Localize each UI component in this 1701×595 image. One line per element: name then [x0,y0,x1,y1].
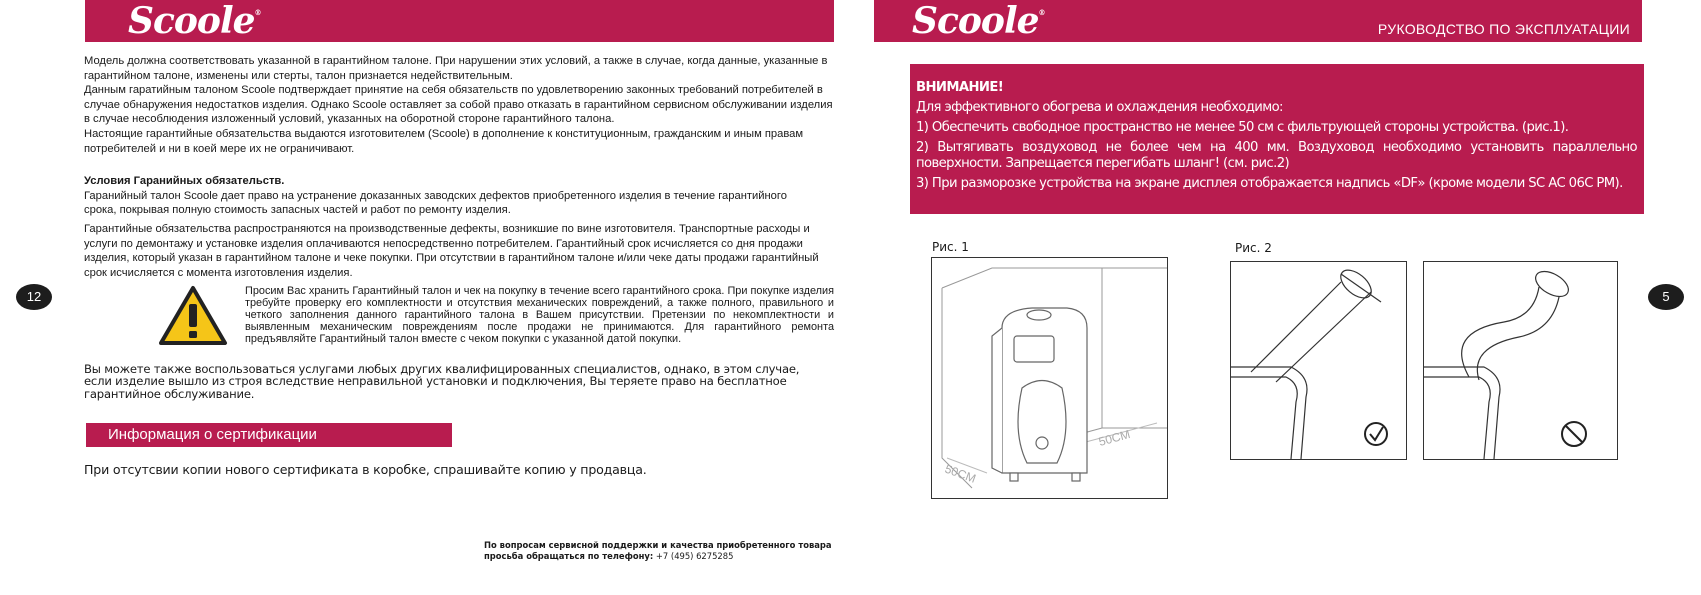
left-intro-text [84,54,836,156]
figure-2-correct [1230,261,1407,460]
fig1-dim-left: 50CM [942,461,978,486]
intro-paragraph-1: Модель должна соответствовать указанной в гарантийном талоне. При нарушении этих условий, а также в случае, когда данные, указанные в гарантийном талоне, изменены или стерты, талон признается недействительным. [84,55,828,82]
intro-paragraph-3: Настоящие гарантийные обязательства выдаются изготовителем (Scoole) в дополнение к конституционным, гражданским и иным правам потребителей и ни в коей мере их не ограничивают. [84,127,804,155]
warning-item-3: 3) При разморозке устройства на экране дисплея отображается надпись «DF» (кроме модели SC AC 06C PM). [916,176,1623,191]
left-logo-mark: ® [254,8,261,17]
ac-unit-room-illustration [932,258,1167,498]
notice-block [245,285,834,345]
conditions-text: Гаранийный талон Scoole дает право на устранение доказанных заводских дефектов приобретенного изделия в течение гарантийного срока, покрывая полную стоимость запасных частей и работ по ремонту изделия. [84,189,787,217]
cert-header: Информация о сертификации [86,423,452,447]
footer-line-1: По вопросам сервисной поддержки и качества приобретенного товара [484,540,832,550]
figure-2-incorrect [1423,261,1618,460]
warning-item-2: 2) Вытягивать воздуховод не более чем на 400 мм. Воздуховод необходимо установить параллельно поверхности. Запрещается перегибать шланг! (см. рис.2) [916,140,1637,171]
conditions-title: Условия Гаранийных обязательств. [84,175,285,187]
fig1-label: Рис. 1 [932,240,969,254]
warning-box [910,64,1644,214]
notice-text: Просим Вас хранить Гарантийный талон и чек на покупку в течение всего гарантийного срока. При покупке изделия требуйте проверку его комплектности и отсутствия механических повреждений, а также полного, правильного и четкого заполнения данного гарантийного талона в Вашем присутствии. Претензии по некомплектности и выявленным механическим повреждениям после продажи не принимаются. Для гарантийного ремонта предъявляйте Гарантийный талон вместе с чеком покупки с указанной датой покупки. [245,285,834,345]
fig1-dim-right: 50CM [1097,427,1132,449]
right-logo [912,0,1045,42]
conditions-block [84,174,814,218]
service-block [84,363,814,400]
manual-title: РУКОВОДСТВО ПО ЭКСПЛУАТАЦИИ [1377,21,1630,37]
warning-title: ВНИМАНИЕ! [916,80,1004,95]
service-text: Вы можете также воспользоваться услугами любых других квалифицированных специалистов, однако, в этом случае, если изделие вышло из строя вследствие неправильной установки и подключения, Вы теряете право на бесплатное гарантийное обслуживание. [84,362,800,401]
right-logo-mark: ® [1038,8,1045,17]
check-circle-icon [1365,423,1387,445]
intro-paragraph-2: Данным гаратийным талоном Scoole подтверждает принятие на себя обязательств по удовлетворению законных требований потребителей в случае обнаружения недостатков изделия. Однако Scoole оставляет за собой право отказать в гарантийном сервисном обслуживании изделия в случае несоблюдения изложенный условий, указанных на оборотной стороне гарантийного талона. [84,84,833,126]
left-logo-text: Scoole [128,0,255,42]
cert-text: При отсутсвии копии нового сертификата в коробке, спрашивайте копию у продавца. [84,462,647,477]
warning-intro: Для эффективного обогрева и охлаждения необходимо: [916,100,1283,115]
footer-phone-label: просьба обращаться по телефону: [484,551,654,561]
footer-line-2 [484,551,832,562]
page-number-right: 5 [1648,284,1684,310]
page-number-left: 12 [16,284,52,310]
warning-triangle-icon [158,285,228,347]
figure-1-clearance [931,257,1168,499]
warranty-block [84,222,836,280]
support-footer [484,540,832,562]
footer-phone: +7 (495) 6275285 [653,551,734,561]
fig2-label: Рис. 2 [1235,241,1272,255]
left-logo [128,0,261,42]
warning-item-1: 1) Обеспечить свободное пространство не менее 50 см с фильтрующей стороны устройства. (рис.1). [916,120,1569,135]
right-logo-text: Scoole [912,0,1039,42]
prohibited-icon [1562,422,1586,446]
warranty-text: Гарантийные обязательства распространяются на производственные дефекты, возникшие по вине изготовителя. Транспортные расходы и услуги по демонтажу и установке изделия оплачиваются непосредственно потребителем. Гарантийный срок исчисляется со дня продажи изделия, который указан в гарантийном талоне и чеке покупки. При отсутствии в гарантийном талоне и/или чеке даты продажи гарантийный срок исчисляется с момента изготовления изделия. [84,223,819,279]
